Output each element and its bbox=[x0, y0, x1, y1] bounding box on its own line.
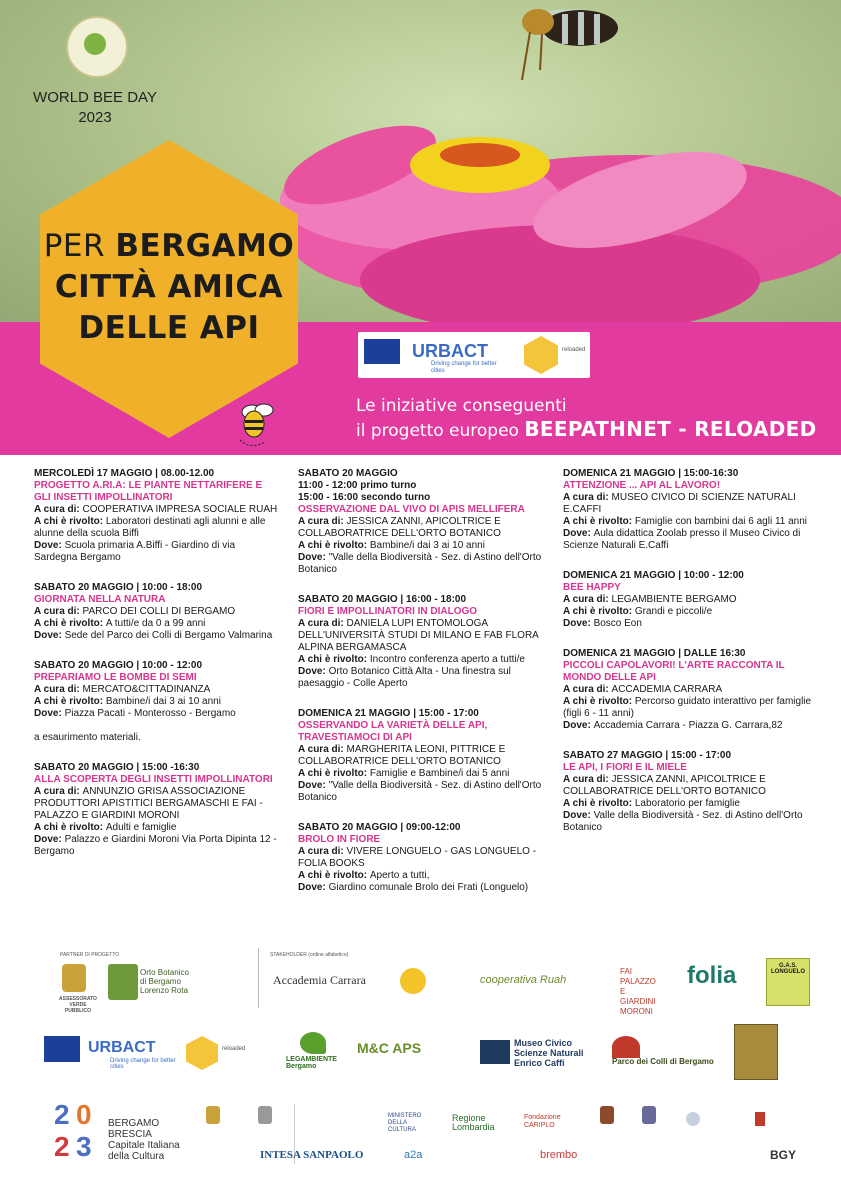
event-date: SABATO 20 MAGGIO | 10:00 - 18:00 bbox=[34, 582, 203, 593]
event-audience-label: A chi è rivolto: bbox=[298, 540, 370, 551]
event-location-label: Dove: bbox=[298, 552, 329, 563]
event-organizer bbox=[563, 774, 815, 798]
intro-text bbox=[356, 395, 817, 443]
event-location-label: Dove: bbox=[298, 780, 329, 791]
event-item bbox=[563, 570, 815, 630]
events-column-1 bbox=[34, 468, 280, 876]
event-organizer bbox=[563, 492, 815, 516]
event-title: PREPARIAMO LE BOMBE DI SEMI bbox=[34, 672, 197, 683]
event-location-value: Bosco Eon bbox=[593, 618, 642, 629]
event-item bbox=[563, 750, 815, 834]
legambiente-icon bbox=[300, 1032, 326, 1054]
event-organizer-value: MERCATO&CITTADINANZA bbox=[82, 684, 211, 695]
title-bergamo: BERGAMO bbox=[115, 228, 295, 264]
event-item bbox=[563, 468, 815, 552]
event-organizer-label: A cura di: bbox=[34, 606, 83, 617]
crest-icon bbox=[206, 1106, 220, 1124]
event-location-value: "Valle della Biodiversità - Sez. di Astino dell'Orto Botanico bbox=[298, 780, 542, 803]
event-title: BROLO IN FIORE bbox=[298, 834, 381, 845]
year-text: 2023 bbox=[78, 109, 112, 126]
event-date: SABATO 20 MAGGIO bbox=[298, 468, 398, 479]
event-date: SABATO 27 MAGGIO | 15:00 - 17:00 bbox=[563, 750, 732, 761]
reloaded-label: reloaded bbox=[562, 347, 586, 353]
event-audience-label: A chi è rivolto: bbox=[298, 870, 370, 881]
urbact-logo: URBACT bbox=[412, 341, 488, 361]
event-organizer-label: A cura di: bbox=[563, 684, 612, 695]
intro-line1: Le iniziative conseguenti bbox=[356, 396, 567, 416]
intesa-sanpaolo-logo: INTESA SANPAOLO bbox=[260, 1149, 364, 1161]
event-location-label: Dove: bbox=[563, 618, 594, 629]
event-location-value: Aula didattica Zoolab presso il Museo Civico di Scienze Naturali E.Caffi bbox=[563, 528, 801, 551]
event-organizer-label: A cura di: bbox=[563, 594, 612, 605]
produttori-apistici-icon bbox=[400, 968, 426, 994]
event-title: GIORNATA NELLA NATURA bbox=[34, 594, 166, 605]
event-organizer-value: MARGHERITA LEONI, PITTRICE E COLLABORATRICE DELL'ORTO BOTANICO bbox=[298, 744, 506, 767]
event-audience bbox=[34, 618, 280, 630]
partner-progetto-label: PARTNER DI PROGETTO bbox=[60, 952, 120, 958]
event-date: MERCOLEDÌ 17 MAGGIO | 08.00-12.00 bbox=[34, 468, 215, 479]
ministero-logo: MINISTERO DELLA CULTURA bbox=[388, 1113, 422, 1133]
capitale-cultura-2023-logo bbox=[54, 1098, 102, 1162]
event-organizer-value: LEGAMBIENTE BERGAMO bbox=[611, 594, 737, 605]
svg-text:3: 3 bbox=[76, 1131, 92, 1162]
accademia-carrara-logo: Accademia Carrara bbox=[273, 973, 366, 987]
event-audience-label: A chi è rivolto: bbox=[34, 618, 106, 629]
event-item bbox=[298, 708, 544, 804]
event-location bbox=[34, 708, 280, 720]
event-title: OSSERVAZIONE DAL VIVO DI APIS MELLIFERA bbox=[298, 504, 525, 515]
event-title: ALLA SCOPERTA DEGLI INSETTI IMPOLLINATORI bbox=[34, 774, 273, 785]
beepathnet-hex-icon-bottom bbox=[186, 1036, 218, 1070]
event-location bbox=[563, 528, 815, 552]
capitale-della-cultura: della Cultura bbox=[108, 1151, 165, 1162]
museo-label: Museo Civico Scienze Naturali Enrico Caffi bbox=[514, 1038, 584, 1068]
events-column-3 bbox=[563, 468, 815, 852]
event-location-value: Scuola primaria A.Biffi - Giardino di via Sardegna Bergamo bbox=[34, 540, 236, 563]
event-organizer-value: JESSICA ZANNI, APICOLTRICE E COLLABORATRICE DELL'ORTO BOTANICO bbox=[298, 516, 501, 539]
reloaded-bottom: reloaded bbox=[222, 1046, 246, 1052]
event-title: ATTENZIONE ... API AL LAVORO! bbox=[563, 480, 721, 491]
event-organizer-label: A cura di: bbox=[34, 786, 83, 797]
event-date: DOMENICA 21 MAGGIO | 15:00-16:30 bbox=[563, 468, 739, 479]
event-organizer bbox=[34, 606, 280, 618]
event-organizer bbox=[34, 684, 280, 696]
event-organizer bbox=[298, 516, 544, 540]
event-audience-label: A chi è rivolto: bbox=[563, 516, 635, 527]
event-audience bbox=[298, 768, 544, 780]
world-bee-day-text: WORLD BEE DAY bbox=[33, 89, 157, 106]
event-location bbox=[298, 552, 544, 576]
event-item bbox=[34, 468, 280, 564]
event-organizer-value: ACCADEMIA CARRARA bbox=[611, 684, 723, 695]
regione-lombardia-logo: Regione Lombardia bbox=[452, 1113, 495, 1132]
event-location-value: Orto Botanico Città Alta - Una finestra sul paesaggio - Colle Aperto bbox=[298, 666, 511, 689]
event-title: PROGETTO A.RI.A: LE PIANTE NETTARIFERE E GLI INSETTI IMPOLLINATORI bbox=[34, 480, 263, 503]
project-name: BEEPATHNET - RELOADED bbox=[524, 417, 817, 441]
event-organizer-label: A cura di: bbox=[298, 618, 347, 629]
capitale-brescia: BRESCIA bbox=[108, 1129, 152, 1140]
event-audience-value: Laboratorio per famiglie bbox=[634, 798, 740, 809]
event-audience bbox=[34, 696, 280, 708]
event-location bbox=[34, 540, 280, 564]
event-organizer bbox=[298, 744, 544, 768]
event-location-label: Dove: bbox=[34, 834, 65, 845]
event-date: DOMENICA 21 MAGGIO | 15:00 - 17:00 bbox=[298, 708, 479, 719]
event-location-label: Dove: bbox=[563, 528, 594, 539]
event-location bbox=[298, 666, 544, 690]
event-audience-label: A chi è rivolto: bbox=[298, 654, 370, 665]
event-location-value: Palazzo e Giardini Moroni Via Porta Dipinta 12 - Bergamo bbox=[34, 834, 277, 857]
event-time: 11:00 - 12:00 primo turno bbox=[298, 480, 417, 491]
event-location-value: "Valle della Biodiversità - Sez. di Astino dell'Orto Botanico bbox=[298, 552, 542, 575]
event-organizer-label: A cura di: bbox=[298, 744, 347, 755]
event-location bbox=[34, 630, 280, 642]
orto-botanico-icon bbox=[108, 964, 138, 1000]
event-organizer-label: A cura di: bbox=[563, 492, 612, 503]
a2a-logo: a2a bbox=[404, 1149, 423, 1161]
event-organizer bbox=[34, 504, 280, 516]
event-audience-label: A chi è rivolto: bbox=[34, 822, 106, 833]
urbact-logo-bottom: URBACT bbox=[88, 1039, 156, 1056]
event-audience-value: Grandi e piccoli/e bbox=[634, 606, 713, 617]
crest-icon-2 bbox=[258, 1106, 272, 1124]
event-organizer-value: VIVERE LONGUELO - GAS LONGUELO - FOLIA BOOKS bbox=[298, 846, 537, 869]
mec-logo: M&C APS bbox=[357, 1040, 422, 1056]
event-time: 15:00 - 16:00 secondo turno bbox=[298, 492, 431, 503]
event-organizer-label: A cura di: bbox=[34, 504, 83, 515]
event-date: DOMENICA 21 MAGGIO | DALLE 16:30 bbox=[563, 648, 746, 659]
event-audience bbox=[298, 654, 544, 666]
event-date: SABATO 20 MAGGIO | 10:00 - 12:00 bbox=[34, 660, 203, 671]
event-audience bbox=[563, 516, 815, 528]
event-audience-label: A chi è rivolto: bbox=[563, 606, 635, 617]
cariplo-logo: Fondazione CARIPLO bbox=[524, 1114, 561, 1129]
comune-bergamo-crest-icon bbox=[62, 964, 86, 992]
event-location-value: Piazza Pacati - Monterosso - Bergamo bbox=[64, 708, 236, 719]
orto-botanico-label: Orto Botanico di Bergamo Lorenzo Rota bbox=[140, 968, 189, 995]
event-note: a esaurimento materiali. bbox=[34, 732, 141, 743]
event-audience-value: Bambine/i dai 3 ai 10 anni bbox=[105, 696, 221, 707]
event-organizer bbox=[563, 684, 815, 696]
event-date: SABATO 20 MAGGIO | 16:00 - 18:00 bbox=[298, 594, 467, 605]
event-location bbox=[298, 780, 544, 804]
folia-logo: folia bbox=[687, 962, 737, 989]
event-location-label: Dove: bbox=[298, 882, 329, 893]
event-audience-label: A chi è rivolto: bbox=[34, 516, 106, 527]
capitale-bergamo: BERGAMO bbox=[108, 1118, 160, 1129]
event-audience bbox=[34, 822, 280, 834]
event-organizer-label: A cura di: bbox=[563, 774, 612, 785]
fai-logo: FAI PALAZZO E GIARDINI MORONI bbox=[620, 967, 656, 1016]
event-audience-label: A chi è rivolto: bbox=[34, 696, 106, 707]
event-location-value: Giardino comunale Brolo dei Frati (Longuelo) bbox=[328, 882, 529, 893]
fondazione-icon bbox=[686, 1112, 700, 1126]
event-location-value: Accademia Carrara - Piazza G. Carrara,82 bbox=[593, 720, 783, 731]
event-date: SABATO 20 MAGGIO | 09:00-12:00 bbox=[298, 822, 461, 833]
svg-text:0: 0 bbox=[76, 1099, 92, 1130]
event-location-label: Dove: bbox=[563, 810, 594, 821]
urbact-sub-bottom: Driving change for better cities bbox=[110, 1058, 176, 1070]
capitale-italiana: Capitale Italiana bbox=[108, 1140, 180, 1151]
assessorato-label: ASSESSORATO VERDE PUBBLICO bbox=[59, 996, 97, 1014]
event-organizer-value: MUSEO CIVICO DI SCIENZE NATURALI E.CAFFI bbox=[563, 492, 796, 515]
title-delle-api: DELLE API bbox=[78, 310, 260, 346]
event-item bbox=[563, 648, 815, 732]
event-audience bbox=[563, 606, 815, 618]
globe-icon bbox=[84, 33, 106, 55]
event-audience-value: A tutti/e da 0 a 99 anni bbox=[105, 618, 206, 629]
event-item bbox=[34, 762, 280, 858]
parco-colli-label: Parco dei Colli di Bergamo bbox=[612, 1057, 714, 1066]
event-audience-value: Percorso guidato interattivo per famiglie (figli 6 - 11 anni) bbox=[563, 696, 812, 719]
page-title bbox=[40, 226, 298, 349]
legambiente-label: LEGAMBIENTE Bergamo bbox=[286, 1056, 337, 1070]
event-location bbox=[563, 810, 815, 834]
event-organizer bbox=[563, 594, 815, 606]
event-location-label: Dove: bbox=[298, 666, 329, 677]
event-audience bbox=[34, 516, 280, 540]
event-date: DOMENICA 21 MAGGIO | 10:00 - 12:00 bbox=[563, 570, 744, 581]
event-item bbox=[298, 594, 544, 690]
event-organizer-value: ANNUNZIO GRISA ASSOCIAZIONE PRODUTTORI APISTITICI BERGAMASCHI E FAI - PALAZZO E GIARDINI MORONI bbox=[34, 786, 263, 821]
parco-colli-icon bbox=[612, 1036, 640, 1058]
event-audience bbox=[298, 870, 544, 882]
event-audience-value: Adulti e famiglie bbox=[105, 822, 177, 833]
event-audience bbox=[563, 696, 815, 720]
museo-icon bbox=[480, 1040, 510, 1064]
brembo-logo: brembo bbox=[540, 1149, 578, 1161]
title-per: PER bbox=[43, 228, 116, 264]
crest-icon-3 bbox=[600, 1106, 614, 1124]
event-audience-label: A chi è rivolto: bbox=[563, 696, 635, 707]
event-audience-label: A chi è rivolto: bbox=[298, 768, 370, 779]
event-location-label: Dove: bbox=[34, 540, 65, 551]
event-location-label: Dove: bbox=[34, 708, 65, 719]
cartoon-bee-icon bbox=[230, 392, 280, 452]
world-bee-day-label bbox=[20, 88, 170, 128]
crest-icon-4 bbox=[642, 1106, 656, 1124]
event-audience bbox=[298, 540, 544, 552]
event-location-value: Sede del Parco dei Colli di Bergamo Valmarina bbox=[64, 630, 273, 641]
event-item bbox=[298, 468, 544, 576]
gas-longuelo-label: G.A.S. LONGUELO bbox=[771, 963, 805, 975]
event-title: FIORI E IMPOLLINATORI IN DIALOGO bbox=[298, 606, 478, 617]
ruah-logo: cooperativa Ruah bbox=[480, 974, 567, 986]
title-citta-amica: CITTÀ AMICA bbox=[54, 269, 284, 305]
event-item bbox=[34, 660, 280, 744]
event-audience-value: Laboratori destinati agli alunni e alle alunne della scuola Biffi bbox=[34, 516, 266, 539]
event-organizer bbox=[298, 618, 544, 654]
event-audience-label: A chi è rivolto: bbox=[563, 798, 635, 809]
event-organizer-value: JESSICA ZANNI, APICOLTRICE E COLLABORATRICE DELL'ORTO BOTANICO bbox=[563, 774, 766, 797]
event-title: BEE HAPPY bbox=[563, 582, 621, 593]
bgy-logo: BGY bbox=[770, 1148, 797, 1162]
event-item bbox=[34, 582, 280, 642]
capitale-cultura-text bbox=[108, 1118, 180, 1162]
event-location bbox=[563, 618, 815, 630]
event-organizer bbox=[298, 846, 544, 870]
event-organizer-label: A cura di: bbox=[298, 516, 347, 527]
svg-text:2: 2 bbox=[54, 1131, 70, 1162]
intro-line2: il progetto europeo bbox=[356, 421, 525, 441]
event-organizer bbox=[34, 786, 280, 822]
event-date: SABATO 20 MAGGIO | 15:00 -16:30 bbox=[34, 762, 200, 773]
event-location-label: Dove: bbox=[34, 630, 65, 641]
event-audience-value: Aperto a tutti, bbox=[369, 870, 430, 881]
event-organizer-value: COOPERATIVA IMPRESA SOCIALE RUAH bbox=[82, 504, 278, 515]
event-organizer-label: A cura di: bbox=[34, 684, 83, 695]
event-audience-value: Bambine/i dai 3 ai 10 anni bbox=[369, 540, 485, 551]
event-location bbox=[563, 720, 815, 732]
event-title: OSSERVANDO LA VARIETÀ DELLE API, TRAVESTIAMOCI DI API bbox=[298, 720, 488, 743]
eu-flag-icon bbox=[364, 339, 400, 364]
event-organizer-label: A cura di: bbox=[298, 846, 347, 857]
bee-photo bbox=[500, 0, 650, 90]
event-organizer-value: DANIELA LUPI ENTOMOLOGA DELL'UNIVERSITÀ STUDI DI MILANO E FAB FLORA ALPINA BERGAMASCA bbox=[298, 618, 539, 653]
event-audience-value: Incontro conferenza aperto a tutti/e bbox=[369, 654, 525, 665]
event-location-label: Dove: bbox=[563, 720, 594, 731]
svg-text:2: 2 bbox=[54, 1099, 70, 1130]
urbact-subtitle: Driving change for better cities bbox=[431, 361, 497, 374]
event-title: PICCOLI CAPOLAVORI! L'ARTE RACCONTA IL MONDO DELLE API bbox=[563, 660, 785, 683]
event-audience bbox=[563, 798, 815, 810]
gas-longuelo-logo bbox=[766, 958, 810, 1006]
event-audience-value: Famiglie e Bambine/i dai 5 anni bbox=[369, 768, 510, 779]
event-organizer-value: PARCO DEI COLLI DI BERGAMO bbox=[82, 606, 236, 617]
event-title: LE API, I FIORI E IL MIELE bbox=[563, 762, 687, 773]
event-location-value: Valle della Biodiversità - Sez. di Astino dell'Orto Botanico bbox=[563, 810, 803, 833]
fondazione-comunita-icon bbox=[755, 1112, 765, 1126]
book-cover-icon bbox=[734, 1024, 778, 1080]
eu-flag-icon-bottom bbox=[44, 1036, 80, 1062]
divider bbox=[258, 948, 259, 1008]
event-location bbox=[298, 882, 544, 894]
event-location bbox=[34, 834, 280, 858]
event-audience-value: Famiglie con bambini dai 6 agli 11 anni bbox=[634, 516, 808, 527]
event-item bbox=[298, 822, 544, 894]
stakeholder-label: STAKEHOLDER (ordine alfabetico) bbox=[270, 952, 349, 958]
events-column-2 bbox=[298, 468, 544, 912]
